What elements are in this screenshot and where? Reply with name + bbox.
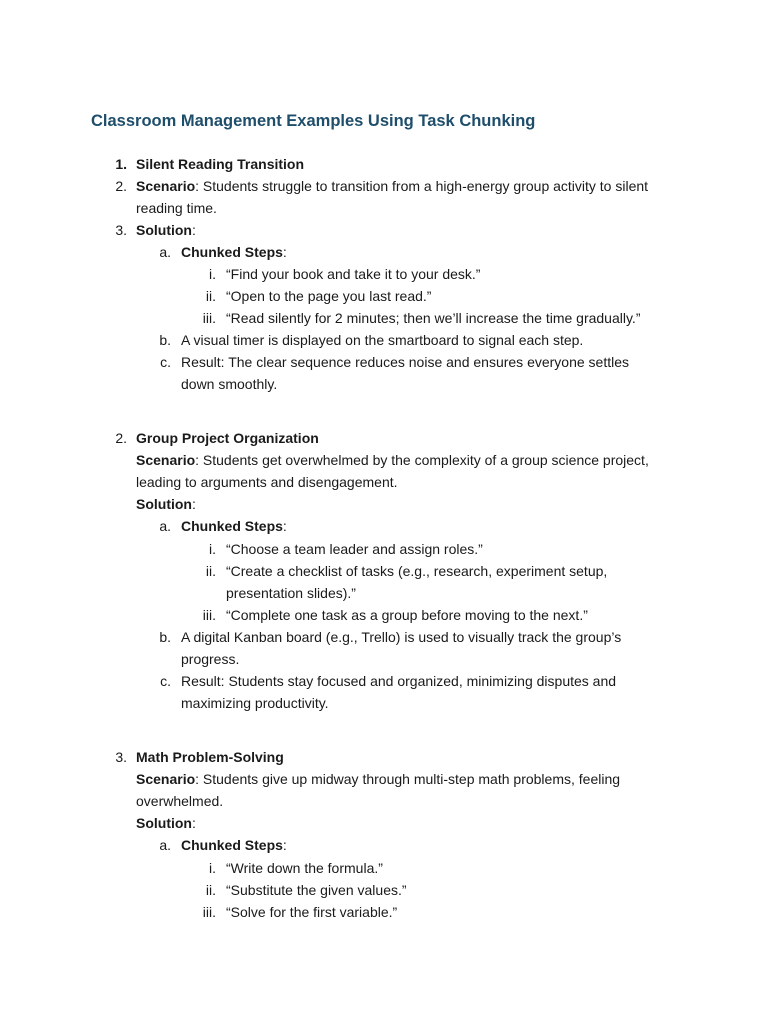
solution-line: Solution: (136, 222, 196, 238)
section-number: 1. (115, 156, 127, 172)
chunked-steps-label: Chunked Steps (181, 518, 283, 534)
list-number: 3. (115, 222, 127, 238)
section-number: 2. (115, 430, 127, 446)
step-text: “Find your book and take it to your desk.” (226, 266, 481, 282)
list-marker: a. (159, 518, 171, 534)
solution-label: Solution (136, 815, 192, 831)
solution-line: Solution: (136, 496, 196, 512)
list-text-continued: maximizing productivity. (181, 695, 329, 711)
chunked-steps-label: Chunked Steps (181, 837, 283, 853)
scenario-text-continued: leading to arguments and disengagement. (136, 474, 398, 490)
list-marker: a. (159, 837, 171, 853)
list-marker: c. (160, 673, 171, 689)
step-text: “Substitute the given values.” (226, 882, 407, 898)
step-marker: ii. (205, 563, 216, 579)
step-marker: iii. (202, 310, 216, 326)
scenario-text: : Students give up midway through multi-step math problems, feeling (195, 771, 621, 787)
scenario-text: : Students struggle to transition from a high-energy group activity to silent (195, 178, 649, 194)
step-marker: i. (209, 266, 216, 282)
list-text: Result: The clear sequence reduces noise and ensures everyone settles (181, 354, 630, 370)
scenario-text: : Students get overwhelmed by the complexity of a group science project, (195, 452, 649, 468)
list-marker: b. (159, 332, 171, 348)
list-number: 2. (115, 178, 127, 194)
scenario-line (136, 449, 649, 471)
step-text: “Write down the formula.” (226, 860, 383, 876)
document-title: Classroom Management Examples Using Task Chunking (91, 112, 536, 130)
step-text-continued: presentation slides).” (226, 585, 356, 601)
solution-label: Solution (136, 222, 192, 238)
section-heading: Group Project Organization (136, 430, 319, 446)
list-marker: c. (160, 354, 171, 370)
scenario-line (136, 175, 648, 197)
list-text: A visual timer is displayed on the smartboard to signal each step. (181, 332, 584, 348)
scenario-line (136, 768, 620, 790)
step-text: “Read silently for 2 minutes; then we’ll increase the time gradually.” (226, 310, 641, 326)
step-text: “Complete one task as a group before moving to the next.” (226, 607, 588, 623)
step-marker: ii. (205, 882, 216, 898)
scenario-label: Scenario (136, 771, 196, 787)
list-text-continued: progress. (181, 651, 240, 667)
step-text: “Solve for the first variable.” (226, 904, 398, 920)
step-text: “Choose a team leader and assign roles.” (226, 541, 483, 557)
list-text: A digital Kanban board (e.g., Trello) is used to visually track the group’s (181, 629, 622, 645)
step-marker: ii. (205, 288, 216, 304)
step-marker: iii. (202, 607, 216, 623)
scenario-text-continued: overwhelmed. (136, 793, 224, 809)
chunked-steps-label: Chunked Steps (181, 244, 283, 260)
step-marker: i. (209, 860, 216, 876)
solution-label: Solution (136, 496, 192, 512)
chunked-steps-line: Chunked Steps: (181, 518, 287, 534)
list-marker: b. (159, 629, 171, 645)
scenario-label: Scenario (136, 452, 196, 468)
chunked-steps-line: Chunked Steps: (181, 837, 287, 853)
step-text: “Create a checklist of tasks (e.g., research, experiment setup, (226, 563, 608, 579)
step-marker: i. (209, 541, 216, 557)
list-marker: a. (159, 244, 171, 260)
list-text-continued: down smoothly. (181, 376, 278, 392)
scenario-label: Scenario (136, 178, 196, 194)
list-text: Result: Students stay focused and organized, minimizing disputes and (181, 673, 617, 689)
scenario-text-continued: reading time. (136, 200, 217, 216)
section-heading: Math Problem-Solving (136, 749, 284, 765)
step-text: “Open to the page you last read.” (226, 288, 432, 304)
solution-line: Solution: (136, 815, 196, 831)
section-heading: Silent Reading Transition (136, 156, 305, 172)
chunked-steps-line: Chunked Steps: (181, 244, 287, 260)
section-number: 3. (115, 749, 127, 765)
step-marker: iii. (202, 904, 216, 920)
